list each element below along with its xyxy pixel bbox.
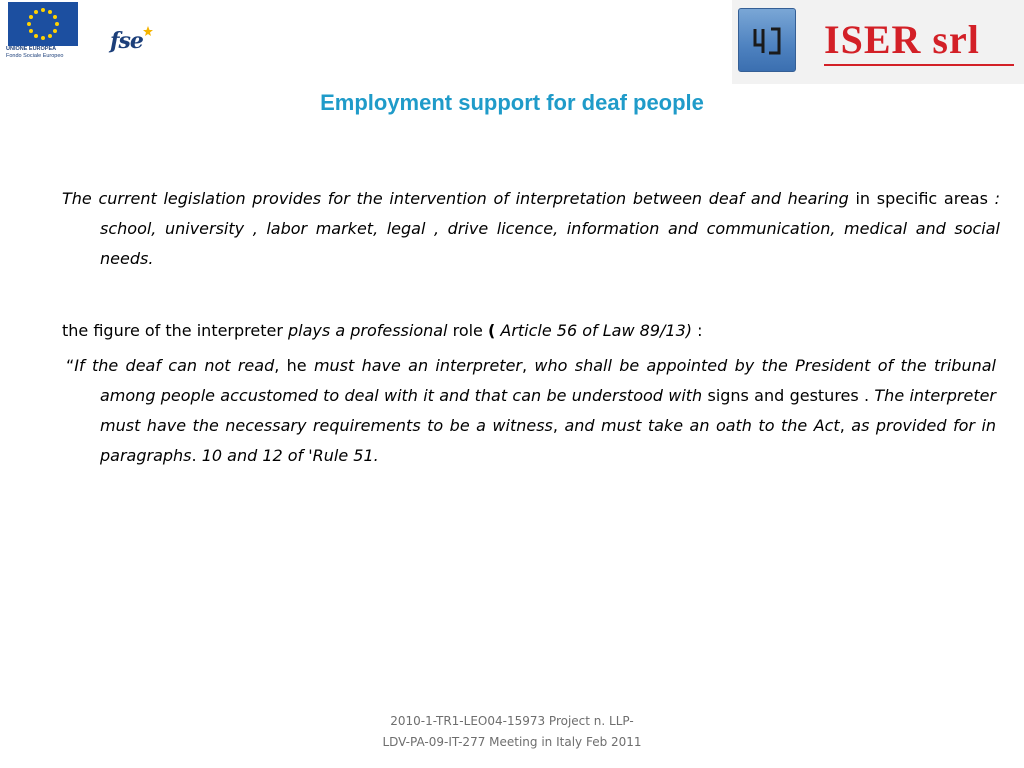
- p3-italic-2: must have an interpreter: [313, 356, 522, 375]
- paragraph-quote: [66, 351, 996, 471]
- p3-italic-4: The interpreter must have the necessary requirements to be a witness: [100, 386, 997, 435]
- footer-line2: LDV-PA-09-IT-277 Meeting in Italy Feb 2011: [382, 735, 642, 749]
- eu-flag-icon: [8, 2, 78, 46]
- p2-bold-1: (: [487, 321, 496, 340]
- p3-normal-7: .: [191, 446, 202, 465]
- footer-line1: 2010-1-TR1-LEO04-15973 Project n. LLP-: [390, 714, 634, 728]
- p3-italic-5: and must take an oath to the Act: [564, 416, 840, 435]
- p1-normal-1: in specific areas: [848, 189, 995, 208]
- p3-italic-7: 10 and 12 of 'Rule 51.: [201, 446, 379, 465]
- p2-italic-2: Article 56 of Law 89/13): [495, 321, 692, 340]
- p2-normal-3: :: [692, 321, 703, 340]
- fse-logo: [110, 24, 154, 58]
- p3-normal-6: ,: [839, 416, 852, 435]
- iser-badge-icon: [738, 8, 796, 72]
- p3-italic-3: who shall be appointed by the President of the tribunal among people accustomed to deal with it and that can be understood with: [100, 356, 996, 405]
- iser-symbol-icon: [739, 9, 795, 71]
- p1-italic-2: : school, university , labor market, legal , drive licence, information and communication, medical and social needs.: [100, 189, 1000, 268]
- eu-caption-line1: UNIONE EUROPEA: [6, 46, 57, 52]
- fse-logo-text: fse: [110, 28, 143, 54]
- p3-normal-1: “: [66, 356, 75, 375]
- p1-italic-lead: The current legislation provides for the intervention of interpretation between deaf and hearing: [62, 189, 849, 208]
- p3-normal-4: signs and gestures .: [702, 386, 875, 405]
- p3-italic-6: as provided for in paragraphs: [100, 416, 997, 465]
- p2-normal-1: the figure of the interpreter: [62, 321, 289, 340]
- paragraph-interpreter-role: [62, 316, 1000, 346]
- eu-caption: [6, 46, 84, 60]
- p3-normal-5: ,: [552, 416, 565, 435]
- paragraph-legislation: [62, 184, 1000, 274]
- p3-normal-2: , he: [274, 356, 314, 375]
- page-title: Employment support for deaf people: [320, 90, 704, 115]
- footer: [312, 711, 712, 753]
- p2-normal-2: role: [447, 321, 488, 340]
- eu-caption-line2: Fondo Sociale Europeo: [6, 53, 64, 59]
- iser-company-name: ISER srl: [824, 17, 980, 62]
- iser-logo: [732, 0, 1024, 84]
- iser-underline: [824, 64, 1014, 66]
- p3-normal-3: ,: [522, 356, 535, 375]
- eu-logo: [6, 2, 80, 62]
- p3-italic-1: If the deaf can not read: [74, 356, 275, 375]
- p2-italic-1: plays a professional: [288, 321, 448, 340]
